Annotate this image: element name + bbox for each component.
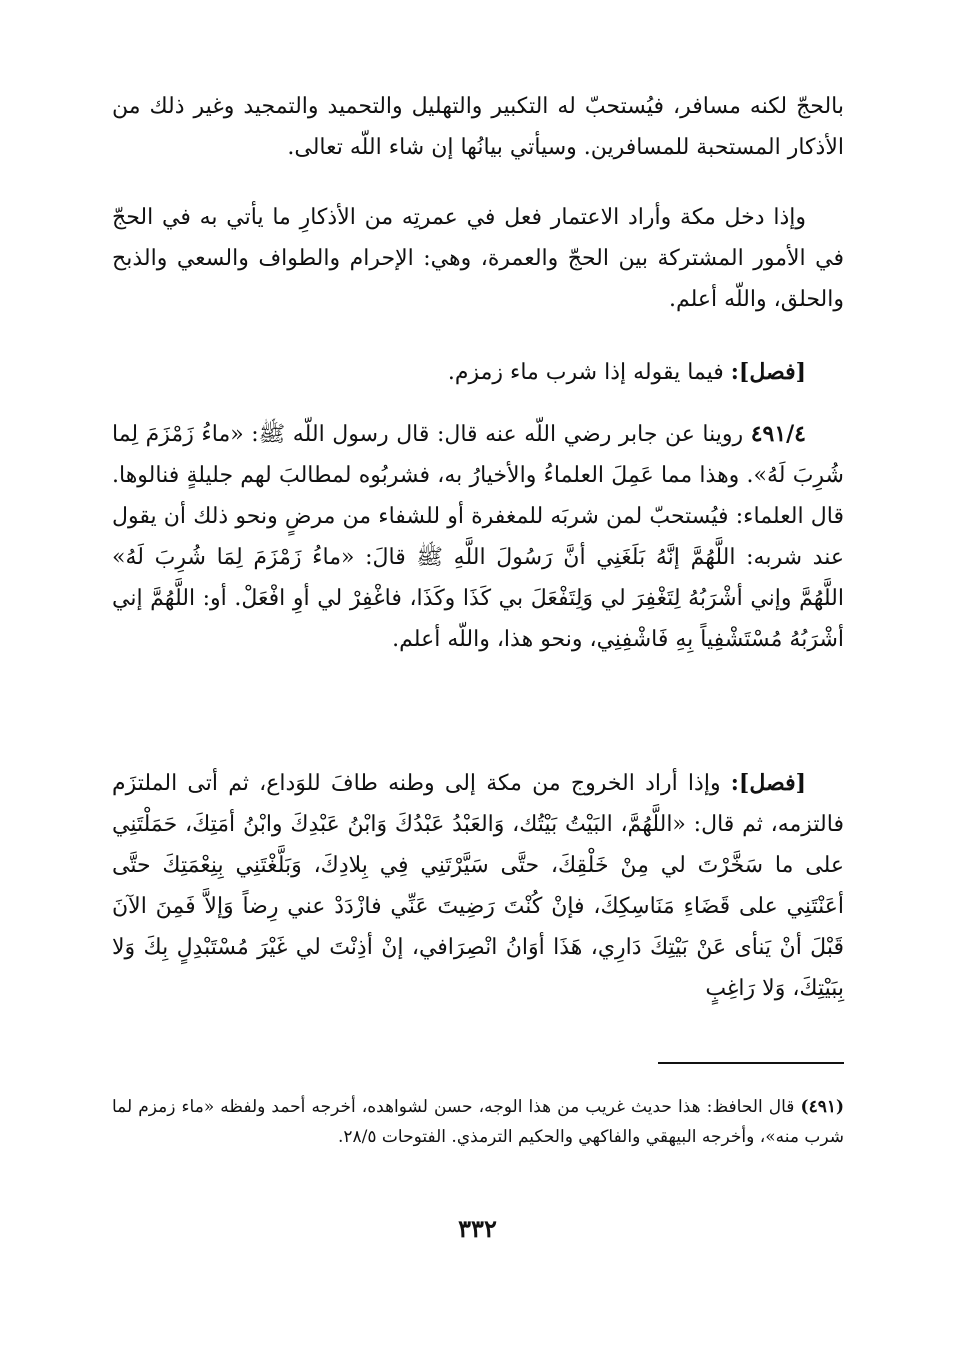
hadith-paragraph — [112, 414, 844, 660]
hadith-number: ٤٩١/٤ — [750, 421, 806, 447]
paragraph-continuation: بالحجّ لكنه مسافر، فيُستحبّ له التكبير والتهليل والتحميد والتمجيد وغير ذلك من الأذكار المستحبة للمسافرين. وسيأتي بيانُها إن شاء اللّه تعالى. — [112, 94, 844, 160]
footnote-text: قال الحافظ: هذا حديث غريب من هذا الوجه، حسن لشواهده، أخرجه أحمد ولفظه «ماء زمزم لما شرب منه»، وأخرجه البيهقي والفاكهي والحكيم الترمذي. الفتوحات ٢٨/٥. — [112, 1097, 844, 1147]
hadith-text: روينا عن جابر رضي اللّه عنه قال: قال رسول اللّه ﷺ: «ماءُ زَمْزَمَ لِما شُرِبَ لَهُ». وهذا مما عَمِلَ العلماءُ والأخيارُ به، فشربُوه لمطالبَ لهم جليلةٍ فنالوها. قال العلماء: فيُستحبّ لمن شربَه للمغفرة أو للشفاء من مرضٍ ونحو ذلك أن يقول عند شربه: اللَّهُمَّ إنَّهُ بَلَغَنِي أنَّ رَسُولَ اللَّهِ ﷺ قالَ: «ماءُ زَمْزَمَ لِمَا شُرِبَ لَهُ» اللَّهُمَّ وإني أشْرَبُهُ لِتَغْفِرَ لي وَلِتَفْعَلَ بي كَذَا وكَذَا، فاغْفِرْ لي أوِ افْعَلْ. أو: اللَّهُمَّ إني أشْرَبُهُ مُسْتَشْفِياً بِهِ فَاشْفِنِي، ونحو هذا، واللّه أعلم. — [112, 422, 844, 652]
section-farewell — [112, 763, 844, 1009]
footnote — [112, 1092, 844, 1152]
page-number: ٣٣٢ — [458, 1214, 497, 1243]
paragraph-umrah: وإذا دخل مكة وأراد الاعتمار فعل في عمرتِه من الأذكارِ ما يأتي به في الحجّ في الأمور المشتركة بين الحجّ والعمرة، وهي: الإحرام والطواف والسعي والذبح والحلق، واللّه أعلم. — [112, 205, 844, 312]
section-title: فيما يقوله إذا شرب ماء زمزم. — [447, 360, 724, 385]
section-heading-zamzam — [112, 352, 844, 393]
footnote-divider — [658, 1062, 844, 1064]
section-text: وإذا أراد الخروج من مكة إلى وطنه طافَ للوَداع، ثم أتى الملتزَم فالتزمه، ثم قال: «اللَّهُمَّ، البَيْتُ بَيْتُك، وَالعَبْدُ عَبْدُكَ وَابْنُ عَبْدِكَ وابْنُ أمَتِكَ، حَمَلْتَنِي على ما سَخَّرْتَ لي مِنْ خَلْقِكَ، حتَّى سَيَّرْتَنِي فِي بِلادِكَ، وَبَلَّغْتَنِي بِنِعْمَتِكَ حتَّى أعَنْتَنِي على قَضَاءِ مَنَاسِكِكَ، فإنْ كُنْتَ رَضِيتَ عَنِّي فازْدَدْ عني رِضاً وَإلاَّ فَمِنَ الآنَ قَبْلَ أنْ يَنأى عَنْ بَيْتِكَ دَارِي، هَذَا أوَانُ انْصِرَافي، إنْ أذِنْتَ لي غَيْرَ مُسْتَبْدِلٍ بِكَ وَلا بِبَيْتِكَ، وَلا رَاغِبٍ — [112, 771, 844, 1001]
section-label: [فصل]: — [730, 359, 806, 385]
section-label: [فصل]: — [730, 770, 806, 796]
footnote-number: (٤٩١) — [800, 1097, 845, 1117]
